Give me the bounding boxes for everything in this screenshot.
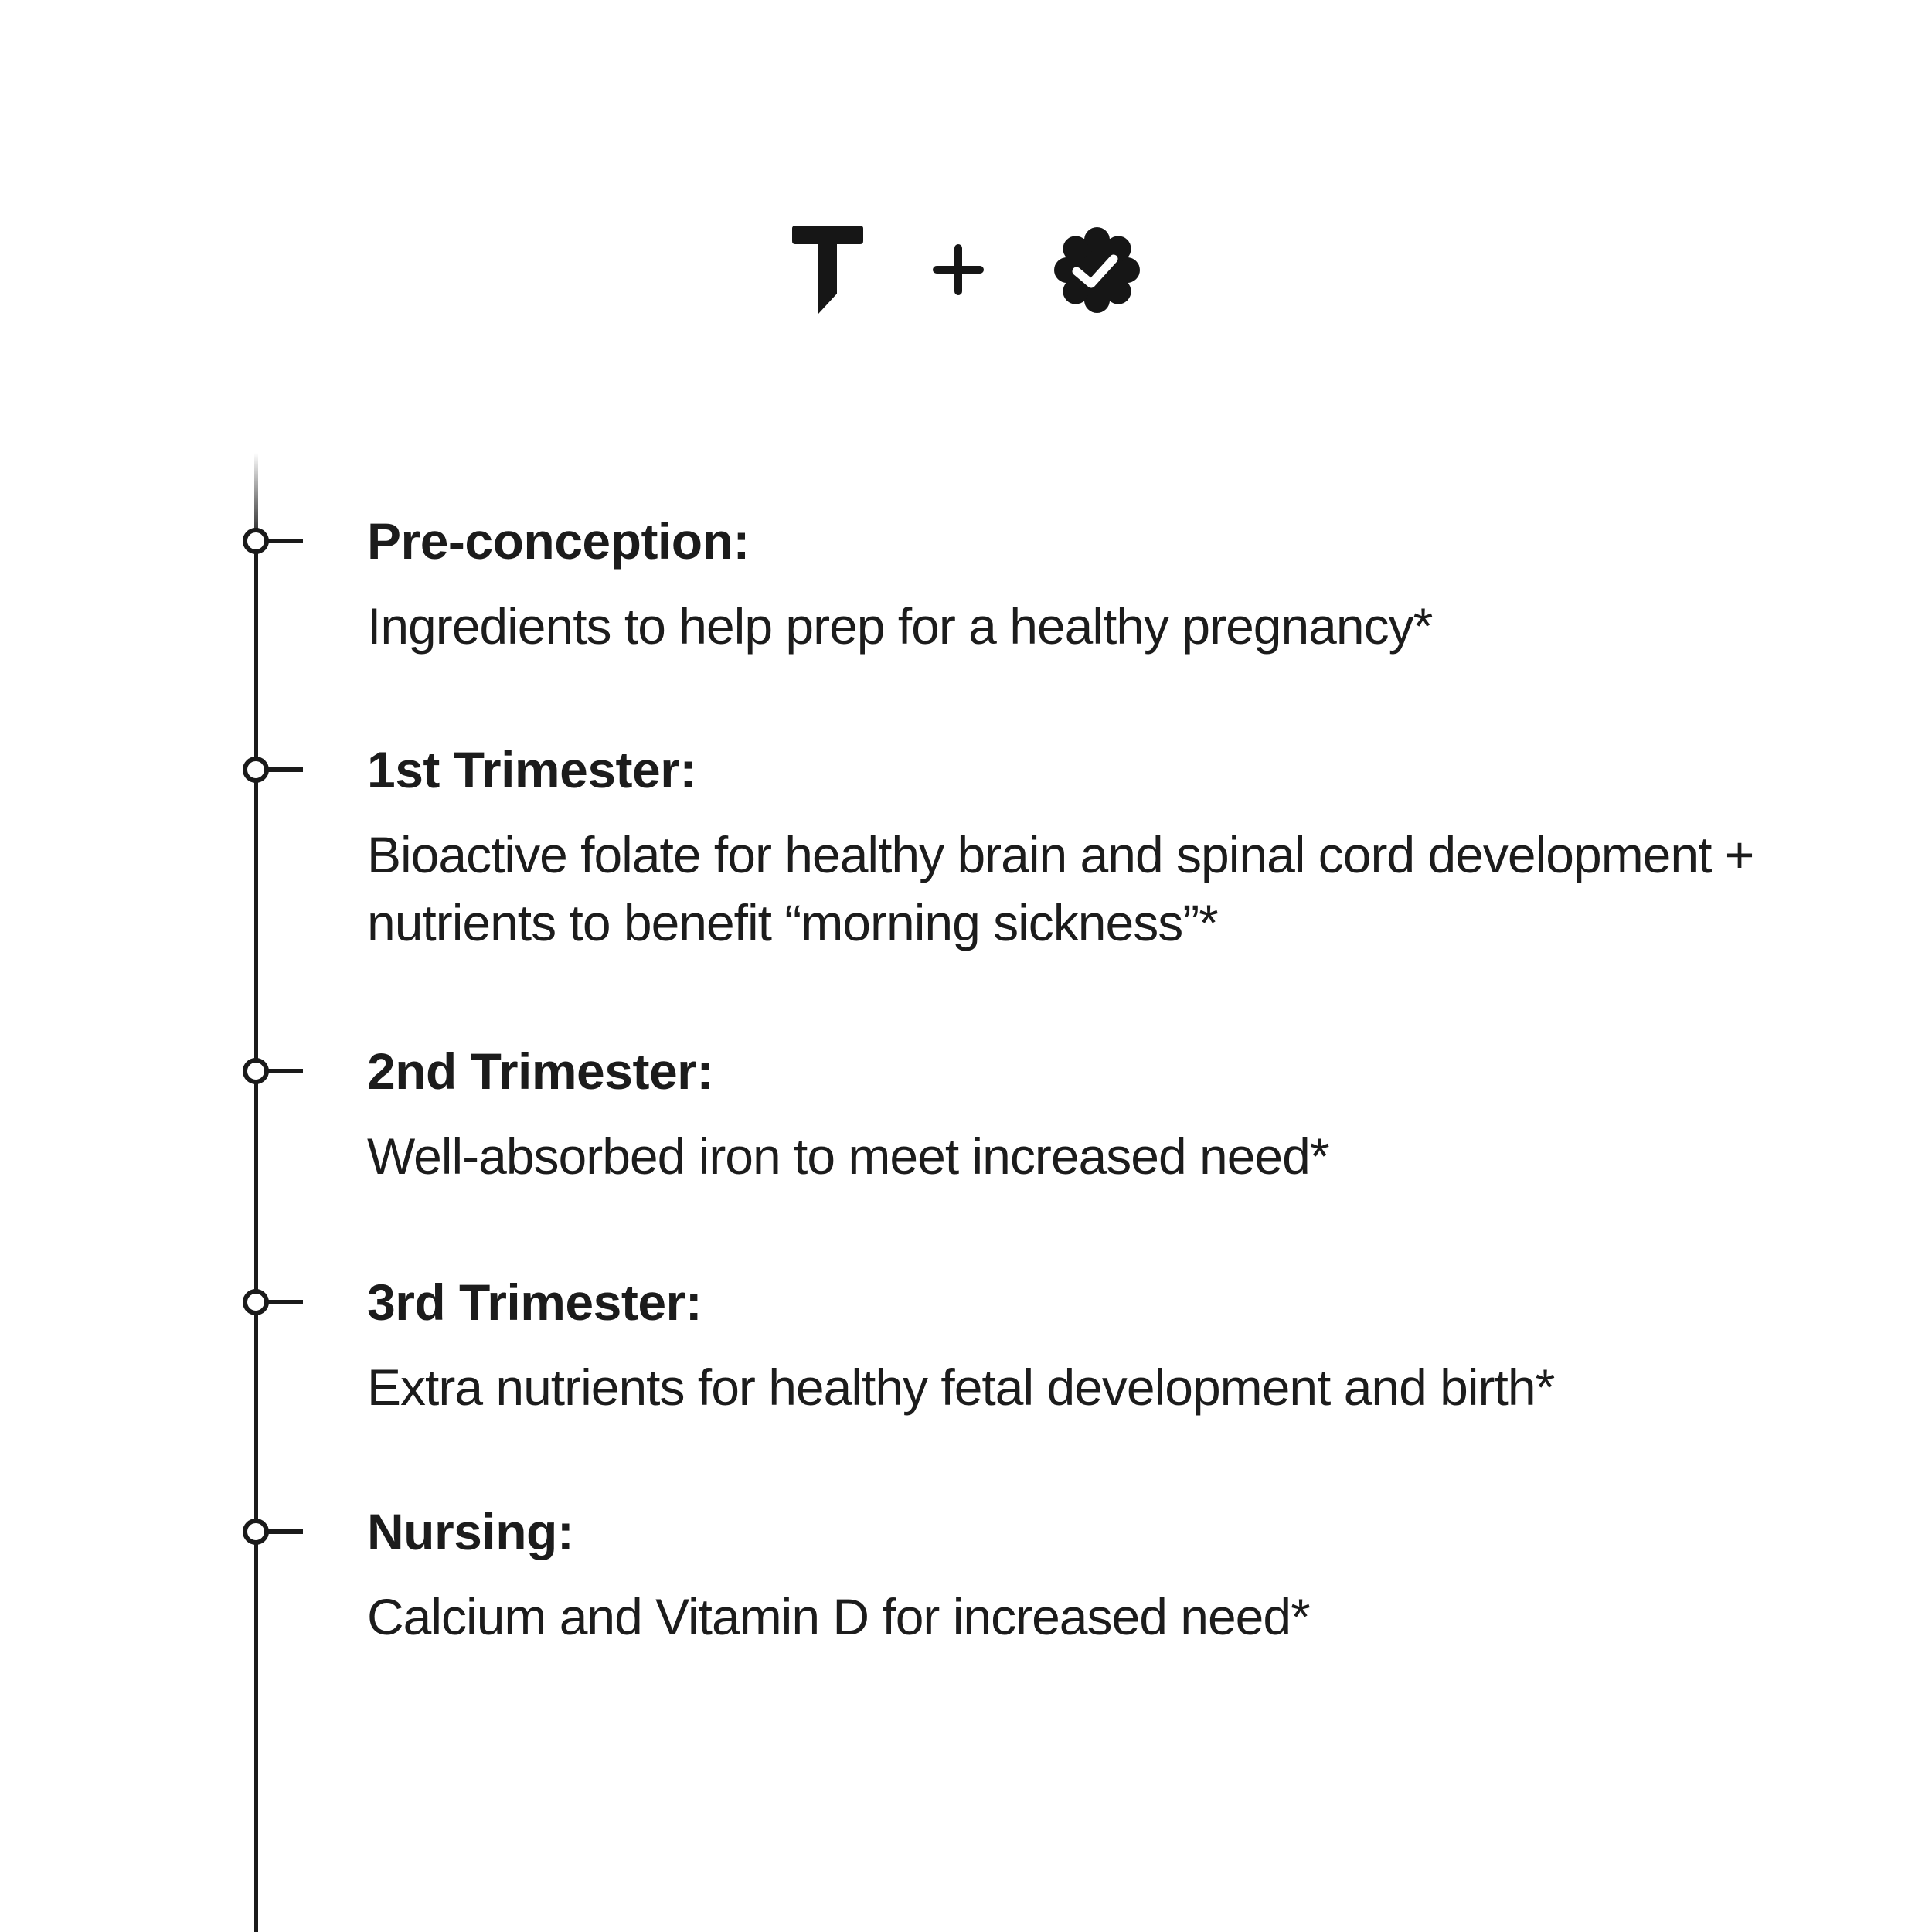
thorne-t-logo-icon bbox=[792, 226, 863, 314]
stage-heading: 2nd Trimester: bbox=[367, 1043, 713, 1100]
stage-description: Bioactive folate for healthy brain and spinal cord development + nutrients to benefit “morning sickness”* bbox=[367, 826, 1754, 951]
timeline-item-second-trimester bbox=[367, 1037, 1774, 1190]
stage-description: Calcium and Vitamin D for increased need* bbox=[367, 1588, 1310, 1645]
timeline-tick bbox=[267, 1300, 303, 1304]
timeline-node-icon bbox=[243, 757, 269, 783]
timeline-node-icon bbox=[243, 1519, 269, 1545]
timeline-tick bbox=[267, 1069, 303, 1073]
stage-heading: Nursing: bbox=[367, 1503, 574, 1560]
stage-description: Well-absorbed iron to meet increased need* bbox=[367, 1128, 1329, 1185]
plus-icon bbox=[933, 244, 984, 295]
stage-heading: Pre-conception: bbox=[367, 512, 750, 570]
timeline-node-icon bbox=[243, 528, 269, 554]
stage-heading: 3rd Trimester: bbox=[367, 1274, 702, 1331]
timeline-line bbox=[254, 453, 258, 1932]
timeline-tick bbox=[267, 1529, 303, 1534]
brand-logo-lockup bbox=[0, 226, 1932, 314]
stage-description: Ingredients to help prep for a healthy pregnancy* bbox=[367, 597, 1433, 655]
timeline-tick bbox=[267, 539, 303, 543]
timeline-item-preconception bbox=[367, 507, 1774, 660]
timeline-item-third-trimester bbox=[367, 1268, 1774, 1421]
timeline-tick bbox=[267, 767, 303, 772]
stage-description: Extra nutrients for healthy fetal development and birth* bbox=[367, 1359, 1555, 1416]
verified-badge-icon bbox=[1053, 226, 1141, 314]
timeline-item-first-trimester bbox=[367, 736, 1774, 957]
stage-heading: 1st Trimester: bbox=[367, 741, 696, 798]
timeline-item-nursing bbox=[367, 1498, 1774, 1651]
timeline-node-icon bbox=[243, 1058, 269, 1084]
timeline-node-icon bbox=[243, 1289, 269, 1315]
